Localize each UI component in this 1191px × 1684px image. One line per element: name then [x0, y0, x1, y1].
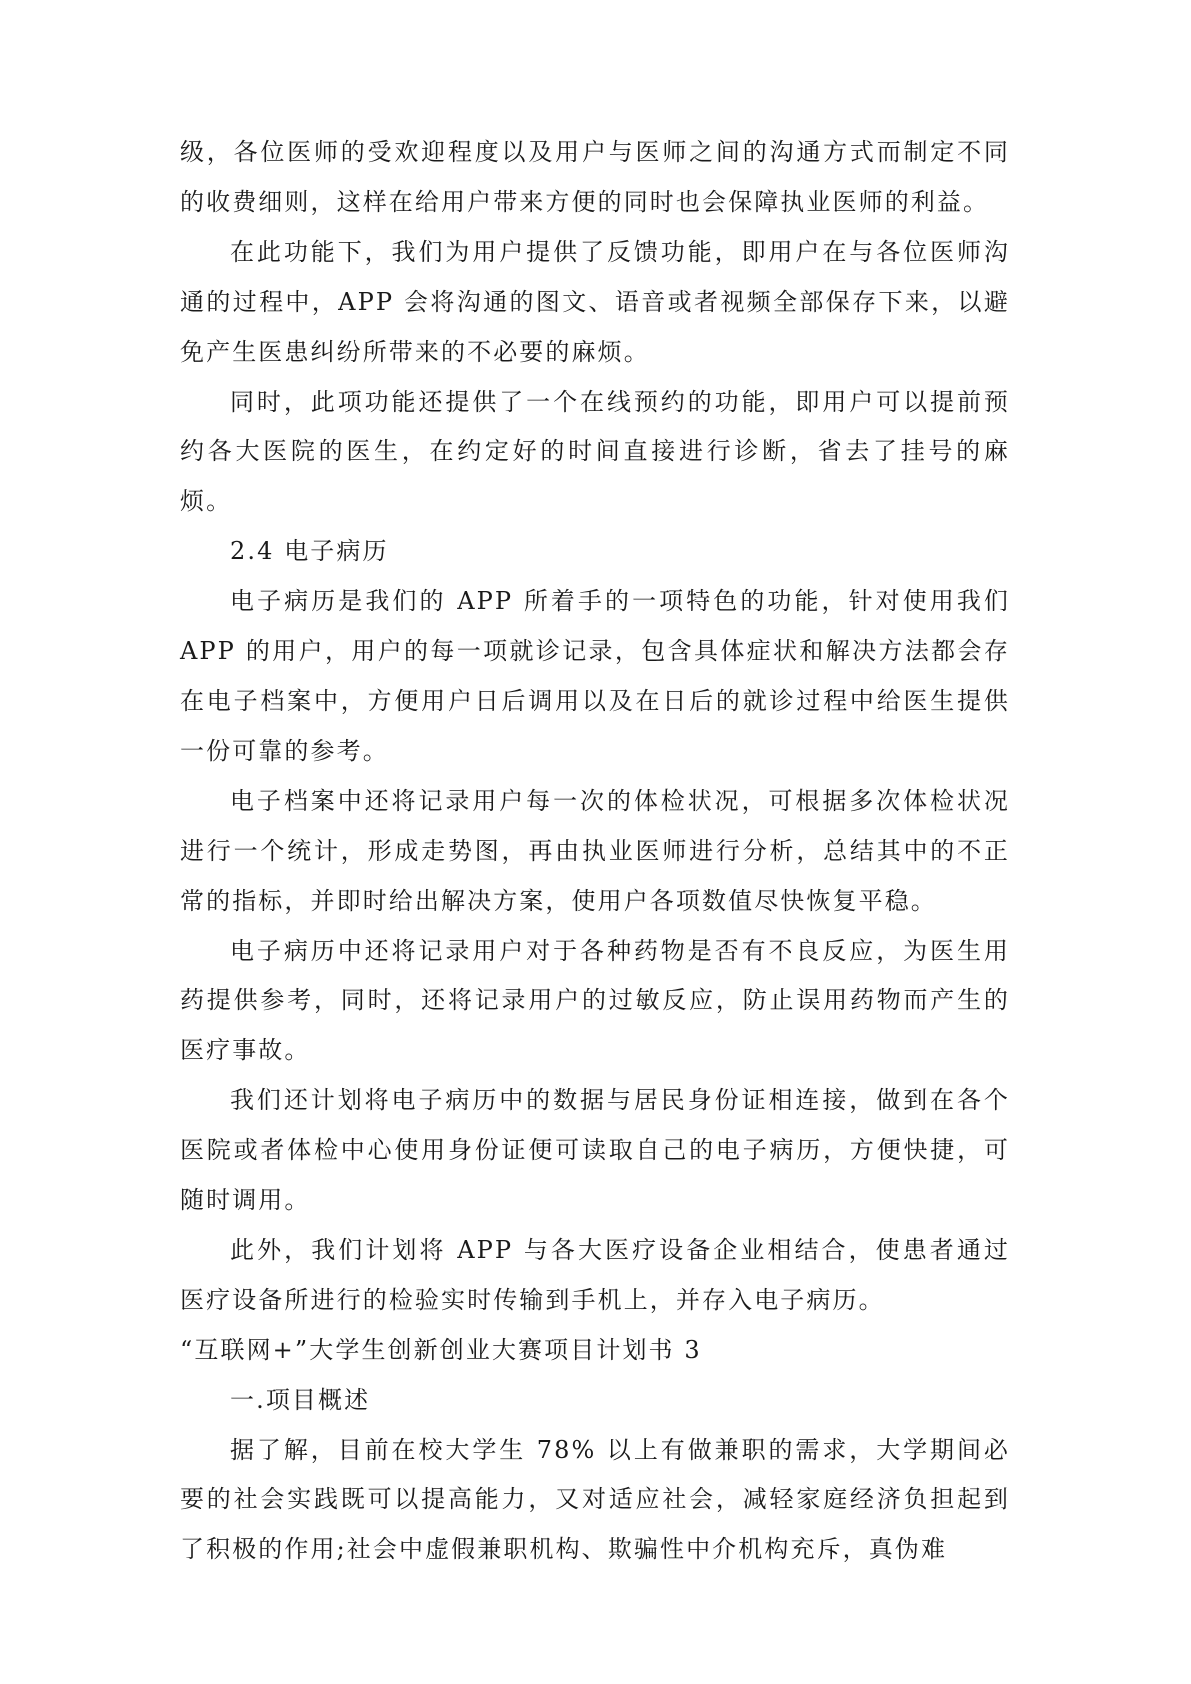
paragraph-emr-intro: 电子病历是我们的 APP 所着手的一项特色的功能，针对使用我们 APP 的用户，用户的每一项就诊记录，包含具体症状和解决方法都会存在电子档案中，方便用户日后调用以及在日后的就诊过程中给医生提供一份可靠的参考。	[180, 587, 1010, 765]
paragraph-device-integration: 此外，我们计划将 APP 与各大医疗设备企业相结合，使患者通过医疗设备所进行的检验实时传输到手机上，并存入电子病历。	[180, 1235, 1010, 1314]
section-heading-overview: 一.项目概述	[230, 1385, 371, 1414]
document-title: “互联网+”大学生创新创业大赛项目计划书 3	[180, 1335, 702, 1364]
paragraph-overview: 据了解，目前在校大学生 78% 以上有做兼职的需求，大学期间必要的社会实践既可以提高能力，又对适应社会，减轻家庭经济负担起到了积极的作用;社会中虚假兼职机构、欺骗性中介机构充斥，真伪难	[180, 1435, 1010, 1564]
paragraph-feedback: 在此功能下，我们为用户提供了反馈功能，即用户在与各位医师沟通的过程中，APP 会将沟通的图文、语音或者视频全部保存下来，以避免产生医患纠纷所带来的不必要的麻烦。	[180, 237, 1010, 366]
paragraph-id-card-link: 我们还计划将电子病历中的数据与居民身份证相连接，做到在各个医院或者体检中心使用身份证便可读取自己的电子病历，方便快捷，可随时调用。	[180, 1086, 1010, 1215]
section-heading-emr: 2.4 电子病历	[230, 537, 389, 566]
document-page	[180, 128, 1010, 1575]
paragraph-fee-rules: 级，各位医师的受欢迎程度以及用户与医师之间的沟通方式而制定不同的收费细则，这样在给用户带来方便的同时也会保障执业医师的利益。	[180, 138, 1010, 216]
paragraph-checkup-records: 电子档案中还将记录用户每一次的体检状况，可根据多次体检状况进行一个统计，形成走势图，再由执业医师进行分析，总结其中的不正常的指标，并即时给出解决方案，使用户各项数值尽快恢复平稳。	[180, 786, 1010, 915]
paragraph-drug-reactions: 电子病历中还将记录用户对于各种药物是否有不良反应，为医生用药提供参考，同时，还将记录用户的过敏反应，防止误用药物而产生的医疗事故。	[180, 936, 1010, 1065]
paragraph-appointment: 同时，此项功能还提供了一个在线预约的功能，即用户可以提前预约各大医院的医生，在约定好的时间直接进行诊断，省去了挂号的麻烦。	[180, 387, 1010, 516]
